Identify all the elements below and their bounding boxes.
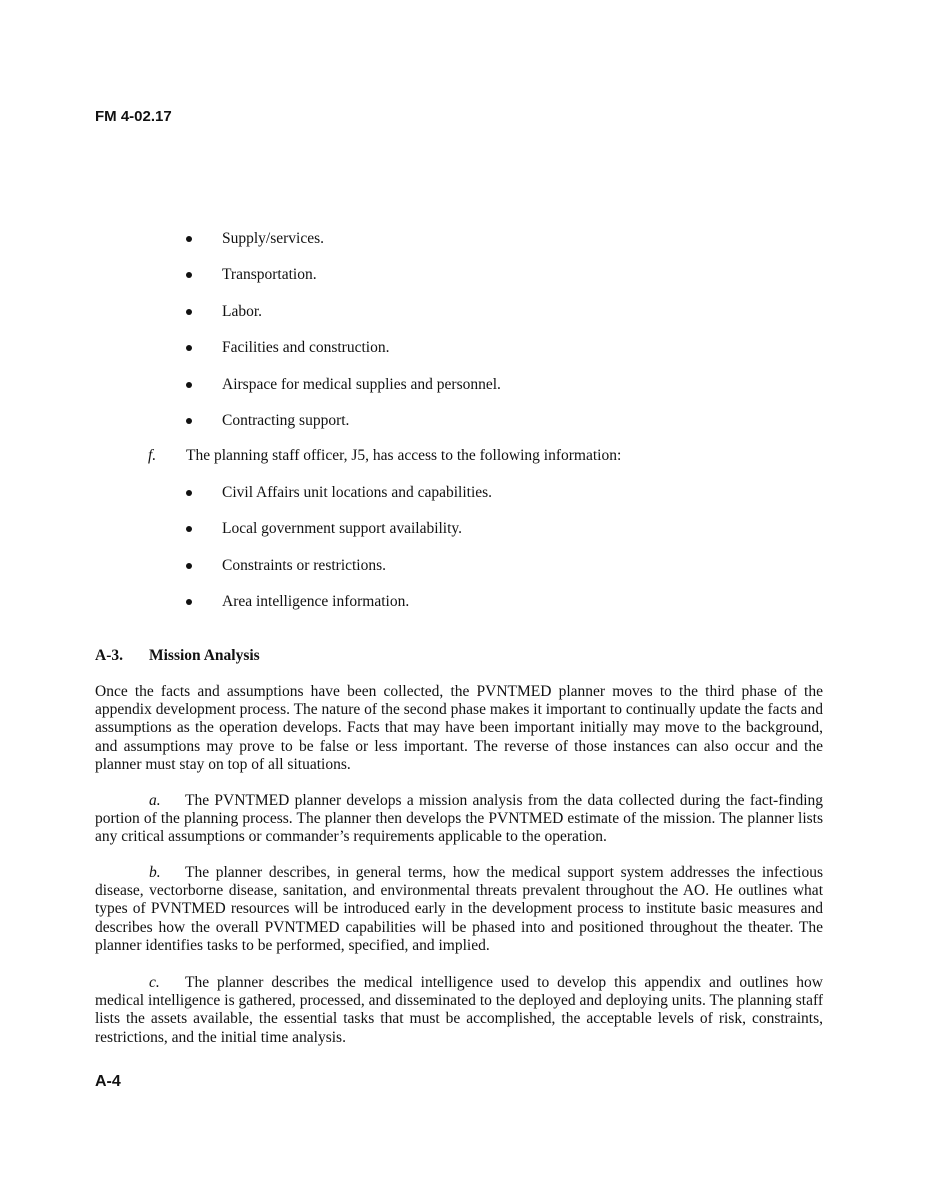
section-title: Mission Analysis (149, 647, 260, 664)
section-heading (95, 647, 260, 665)
bullet-icon (186, 309, 192, 315)
manual-code-header: FM 4-02.17 (95, 108, 172, 125)
paragraph-text: The planner describes, in general terms, how the medical support system addresses the infectious disease, vectorborne disease, sanitation, and environmental threats prevalent throughout the AO. He outlines what types of PVNTMED resources will be introduced early in the development process to institute basic measures and describes how the overall PVNTMED capabilities will be phased into and positioned throughout the theater. The planner identifies tasks to be performed, specified, and implied. (95, 864, 823, 954)
subparagraph-letter: f. (148, 447, 157, 464)
bullet-icon (186, 236, 192, 242)
list-item (186, 520, 826, 556)
paragraph-letter: a. (149, 792, 161, 809)
list-item-text: Contracting support. (222, 411, 350, 429)
list-item-text: Supply/services. (222, 230, 325, 247)
bullet-icon (186, 382, 192, 388)
list-item (186, 230, 826, 266)
list-item (186, 557, 826, 593)
bullet-icon (186, 563, 192, 569)
list-item (186, 339, 826, 375)
list-item (186, 376, 826, 412)
subparagraph-f (148, 447, 828, 465)
paragraph-text: The PVNTMED planner develops a mission analysis from the data collected during the fact-finding portion of the planning process. The planner then develops the PVNTMED estimate of the mission. The planner lists any critical assumptions or commander’s requirements applicable to the operation. (95, 792, 823, 846)
bullet-icon (186, 599, 192, 605)
list-item-text: Local government support availability. (222, 520, 463, 538)
list-item-text: Constraints or restrictions. (222, 556, 387, 574)
list-item (186, 593, 826, 629)
subparagraph-text: The planning staff officer, J5, has access to the following information: (186, 447, 622, 464)
list-item (186, 303, 826, 339)
list-item-text: Airspace for medical supplies and personnel. (222, 375, 501, 393)
intro-paragraph: Once the facts and assumptions have been collected, the PVNTMED planner moves to the third phase of the appendix development process. The nature of the second phase makes it important to continually update the facts and assumptions as the operation develops. Facts that may have been important initially may move to the background, and assumptions may prove to be false or less important. The reverse of those instances can also occur and the planner must stay on top of all situations. (95, 683, 823, 773)
paragraph-letter: b. (149, 864, 161, 881)
paragraph-b (95, 864, 823, 955)
bullet-icon (186, 490, 192, 496)
bullet-icon (186, 345, 192, 351)
list-item-text: Labor. (222, 302, 263, 320)
bullet-icon (186, 526, 192, 532)
paragraph-a (95, 792, 823, 847)
list-item (186, 412, 826, 448)
paragraph-letter: c. (149, 974, 160, 991)
list-item (186, 266, 826, 302)
paragraph-c (95, 974, 823, 1047)
section-number: A-3. (95, 647, 123, 664)
list-item-text: Area intelligence information. (222, 593, 410, 611)
list-item-text: Facilities and construction. (222, 339, 390, 357)
bullet-icon (186, 272, 192, 278)
list-item (186, 484, 826, 520)
paragraph-text: The planner describes the medical intelligence used to develop this appendix and outlines how medical intelligence is gathered, processed, and disseminated to the deployed and deploying units. The planning staff lists the assets available, the essential tasks that must be accomplished, the acceptable levels of risk, constraints, restrictions, and the initial time analysis. (95, 974, 823, 1046)
list-item-text: Transportation. (222, 266, 317, 284)
page-number: A-4 (95, 1073, 121, 1090)
bullet-icon (186, 418, 192, 424)
list-item-text: Civil Affairs unit locations and capabilities. (222, 484, 493, 501)
resource-bullet-list (186, 230, 826, 448)
information-bullet-list (186, 484, 826, 630)
